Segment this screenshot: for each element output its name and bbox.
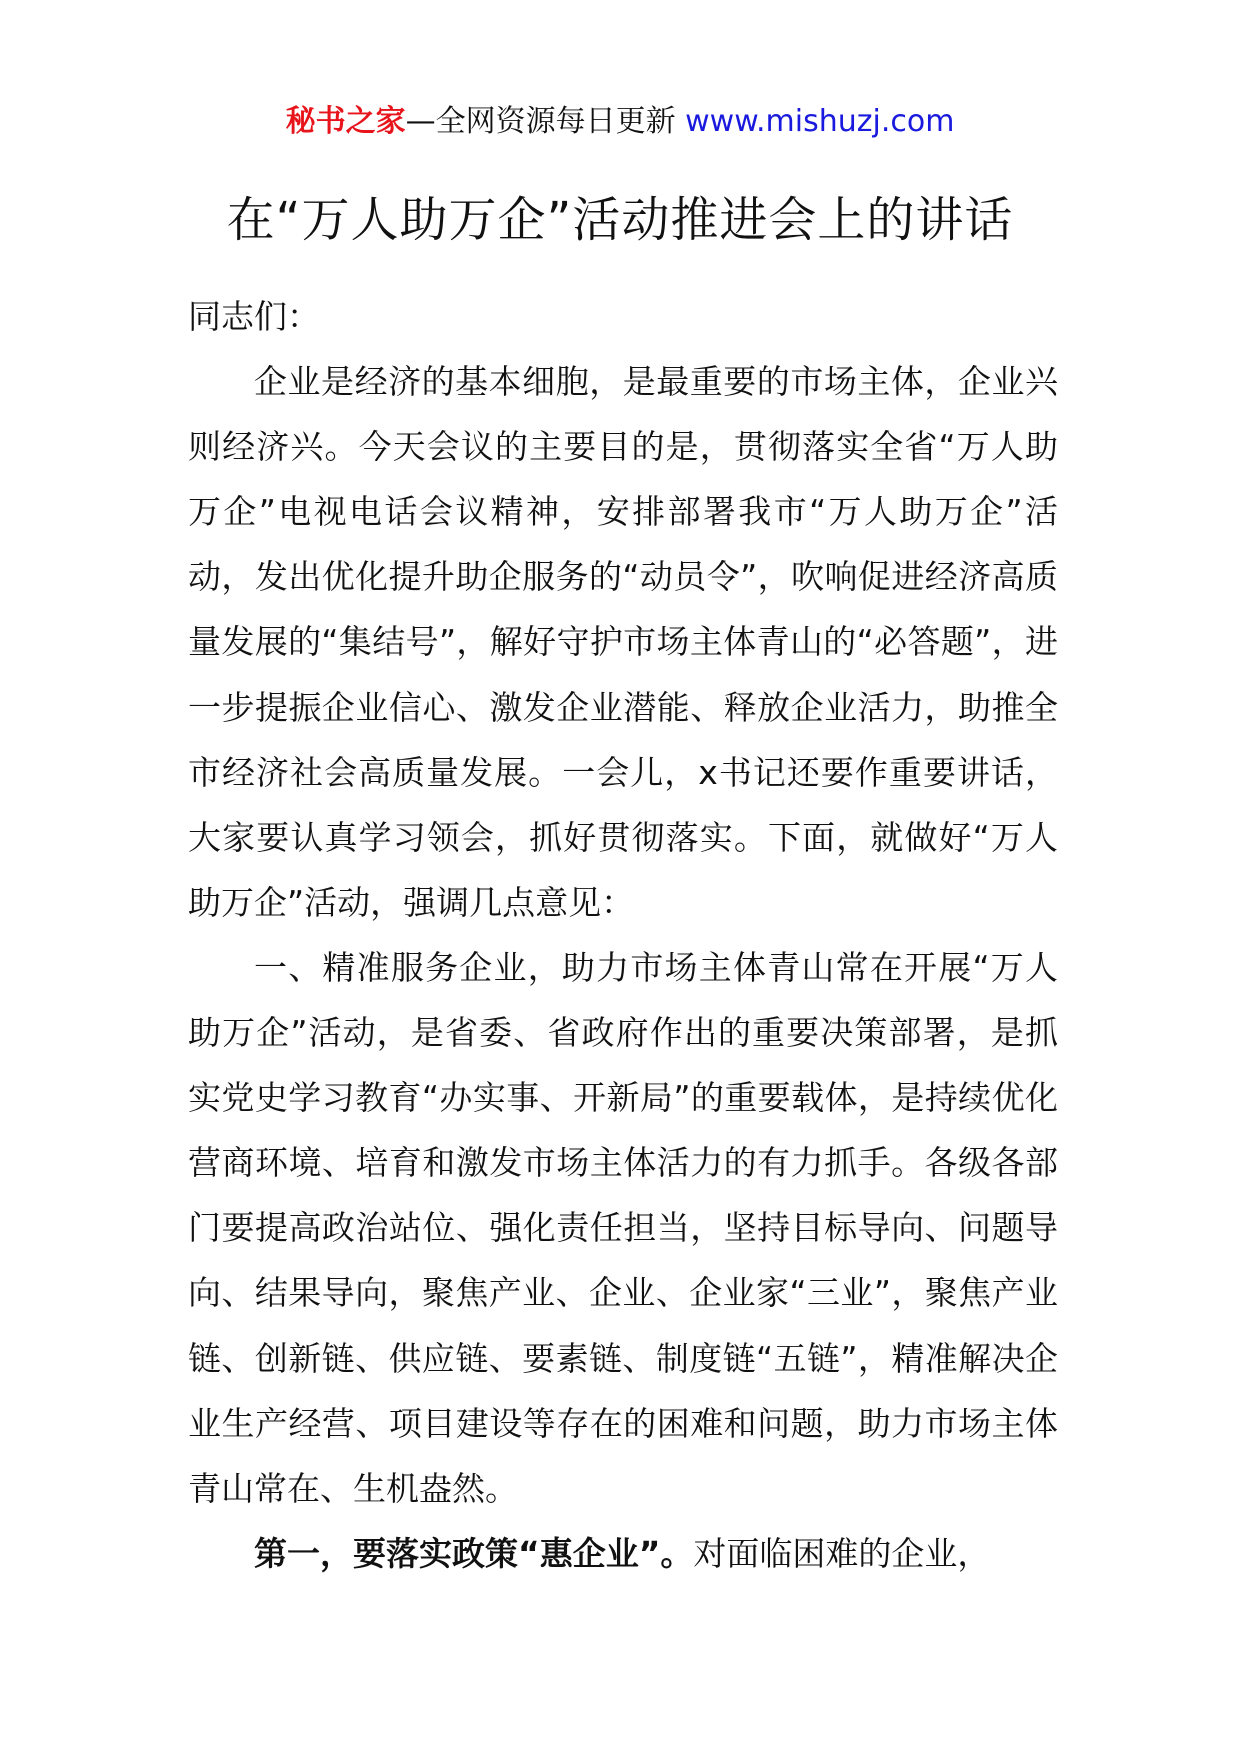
header-tagline: —全网资源每日更新: [405, 104, 686, 139]
first-point-heading: 第一，要落实政策“惠企业”。: [254, 1533, 694, 1573]
brand-name: 秘书之家: [285, 104, 406, 139]
paragraph-first-point: [188, 1521, 1058, 1586]
paragraph-section-one: 一、精准服务企业，助力市场主体青山常在开展“万人助万企”活动，是省委、省政府作出的重要决策部署，是抓实党史学习教育“办实事、开新局”的重要载体，是持续优化营商环境、培育和激发市场主体活力的有力抓手。各级各部门要提高政治站位、强化责任担当，坚持目标导向、问题导向、结果导向，聚焦产业、企业、企业家“三业”，聚焦产业链、创新链、供应链、要素链、制度链“五链”，精准解决企业生产经营、项目建设等存在的困难和问题，助力市场主体青山常在、生机盎然。: [188, 947, 1058, 1508]
salutation: 同志们：: [188, 297, 320, 336]
document-body: [188, 284, 1058, 1586]
site-url[interactable]: www.mishuzj.com: [685, 104, 955, 139]
paragraph-intro: 企业是经济的基本细胞，是最重要的市场主体，企业兴则经济兴。今天会议的主要目的是，贯彻落实全省“万人助万企”电视电话会议精神，安排部署我市“万人助万企”活动，发出优化提升助企服务的“动员令”，吹响促进经济高质量发展的“集结号”，解好守护市场主体青山的“必答题”，进一步提振企业信心、激发企业潜能、释放企业活力，助推全市经济社会高质量发展。一会儿，x书记还要作重要讲话，大家要认真学习领会，抓好贯彻落实。下面，就做好“万人助万企”活动，强调几点意见：: [188, 362, 1058, 922]
watermark-header: [0, 100, 1240, 144]
first-point-text: 对面临困难的企业，: [693, 1533, 991, 1573]
document-title: 在“万人助万企”活动推进会上的讲话: [226, 192, 1014, 248]
